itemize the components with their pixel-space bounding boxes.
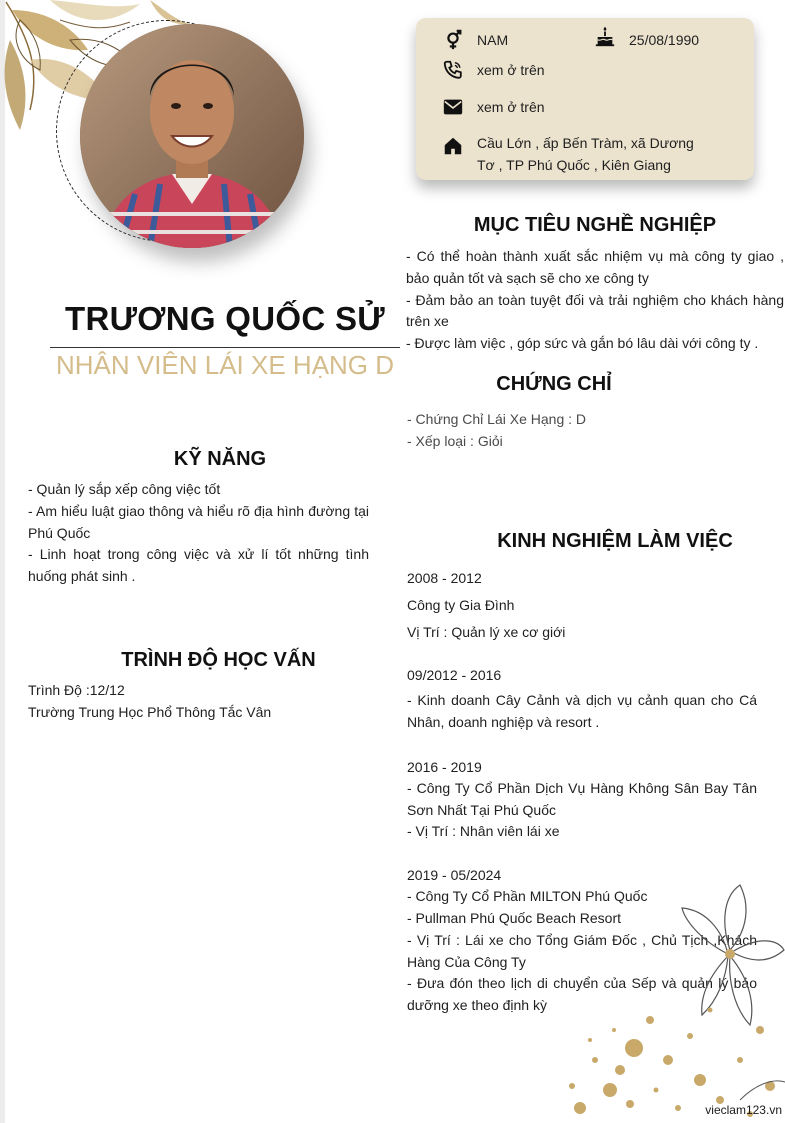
birthday-value: 25/08/1990 [629,32,700,48]
education-block [28,680,369,724]
education-heading: TRÌNH ĐỘ HỌC VẤN [121,649,316,671]
email-value: xem ở trên [477,99,545,115]
exp-duty: - Đưa đón theo lịch di chuyển của Sếp và quản lý bảo dưỡng xe theo định kỳ [407,975,757,1013]
exp-period: 2019 - 05/2024 [407,867,502,883]
exp-company: - Pullman Phú Quốc Beach Resort [407,910,621,926]
skills-list [28,479,369,588]
exp-period: 2008 - 2012 [407,570,482,586]
contact-card [416,18,754,180]
gender-icon [442,29,464,51]
job-title: NHÂN VIÊN LÁI XE HẠNG D [55,350,395,380]
education-level: Trình Độ :12/12 [28,682,125,698]
avatar-block [56,20,306,270]
skill-item: - Quản lý sắp xếp công việc tốt [28,481,221,497]
exp-company: Công ty Gia Đình [407,597,515,613]
address-line-2: Tơ , TP Phú Quốc , Kiên Giang [477,157,671,173]
exp-period: 09/2012 - 2016 [407,667,502,683]
exp-role: Vị Trí : Quản lý xe cơ giới [407,624,566,640]
objective-list [406,246,784,355]
certificate-item: - Chứng Chỉ Lái Xe Hạng : D [407,411,587,427]
cake-icon [594,26,616,48]
phone-value: xem ở trên [477,62,545,78]
objective-heading: MỤC TIÊU NGHỀ NGHIỆP [473,214,717,236]
candidate-name: TRƯƠNG QUỐC SỬ [65,300,385,337]
certificates-heading: CHỨNG CHỈ [496,373,612,395]
skill-item: - Linh hoạt trong công việc và xử lí tốt những tình huống phát sinh . [28,546,369,585]
page-left-edge [0,0,5,1123]
footer-brand: vieclam123.vn [705,1103,782,1117]
certificates-list [407,409,747,453]
skills-heading: KỸ NĂNG [173,448,267,470]
phone-icon [442,59,464,81]
objective-item: - Được làm việc , góp sức và gắn bó lâu dài với công ty . [406,335,759,352]
objective-item: - Có thể hoàn thành xuất sắc nhiệm vụ mà công ty giao , bảo quản tốt và sạch sẽ cho xe công ty [406,248,784,286]
exp-period: 2016 - 2019 [407,759,482,775]
exp-description: - Kinh doanh Cây Cảnh và dịch vụ cảnh quan cho Cá Nhân, doanh nghiệp và resort . [407,692,757,730]
skill-item: - Am hiểu luật giao thông và hiểu rõ địa hình đường tại Phú Quốc [28,502,369,541]
portrait-illustration [80,24,304,248]
certificate-item: - Xếp loại : Giỏi [407,432,503,449]
envelope-icon [442,96,464,118]
education-school: Trường Trung Học Phổ Thông Tắc Vân [28,703,272,720]
home-icon [442,135,464,157]
gender-value: NAM [477,32,509,48]
exp-role: - Vị Trí : Nhân viên lái xe [407,823,560,839]
experience-heading: KINH NGHIỆM LÀM VIỆC [497,530,733,552]
exp-company: - Công Ty Cổ Phần MILTON Phú Quốc [407,888,648,904]
avatar [80,24,304,248]
exp-company: - Công Ty Cổ Phần Dịch Vụ Hàng Không Sân Bay Tân Sơn Nhất Tại Phú Quốc [407,780,757,818]
address-line-1: Cầu Lớn , ấp Bến Tràm, xã Dương [477,135,694,151]
objective-item: - Đảm bảo an toàn tuyệt đối và trải nghiệm cho khách hàng trên xe [406,291,784,330]
exp-role: - Vị Trí : Lái xe cho Tổng Giám Đốc , Chủ Tịch ,Khách Hàng Của Công Ty [407,932,757,970]
